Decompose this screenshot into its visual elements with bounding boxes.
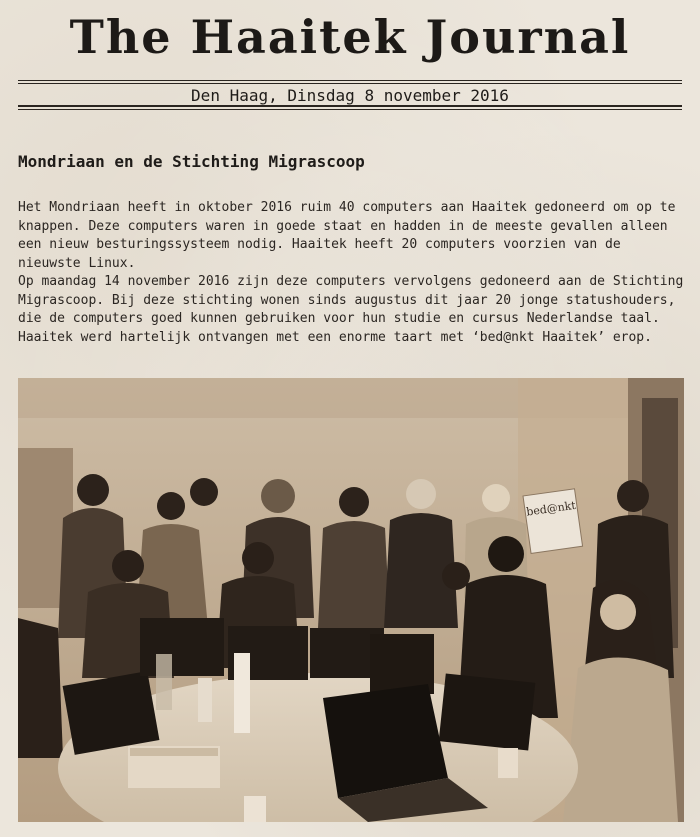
top-rule — [18, 80, 682, 81]
article-headline: Mondriaan en de Stichting Migrascoop — [18, 152, 365, 171]
article-photo — [18, 378, 684, 822]
article-paragraph: Het Mondriaan heeft in oktober 2016 ruim 40 computers aan Haaitek gedoneerd om op te knappen. Deze computers waren in goede staat en hadden in de meeste gevallen alleen een nieuw besturingssysteem nodig. Haaitek heeft 20 computers voorzien van de nieuwste Linux. — [18, 200, 676, 271]
article-paragraph: Op maandag 14 november 2016 zijn deze computers vervolgens gedoneerd aan de Stichting Migrascoop. Bij deze stichting wonen sinds augustus dit jaar 20 jonge statushouders, die de computers goed kunnen gebruiken voor hun studie en cursus Nederlandse taal. Haaitek werd hartelijk ontvangen met een enorme taart met ‘bed@nkt Haaitek’ erop. — [18, 274, 684, 345]
dateline: Den Haag, Dinsdag 8 november 2016 — [191, 86, 509, 105]
article-body — [18, 199, 688, 347]
group-photo-illustration — [18, 378, 684, 822]
laptop-front — [323, 684, 448, 798]
banner-text: bed@nkt — [525, 498, 577, 519]
bottom-rule — [18, 105, 682, 107]
top-rule-double — [18, 83, 682, 84]
masthead-title: The Haaitek Journal — [69, 10, 631, 64]
banner — [523, 489, 583, 554]
bottom-rule-double — [18, 109, 682, 110]
